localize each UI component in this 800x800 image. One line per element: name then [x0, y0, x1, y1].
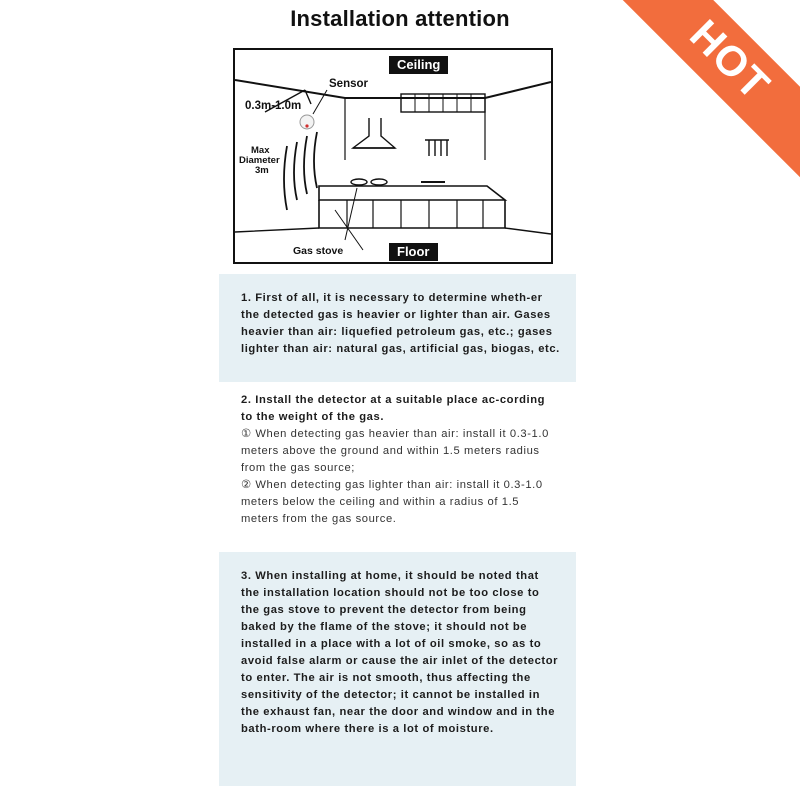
floor-label: Floor	[389, 243, 438, 261]
page-title: Installation attention	[290, 6, 510, 31]
instruction-section-1	[219, 274, 576, 382]
distance-label: 0.3m-1.0m	[245, 100, 302, 112]
instruction-section-3	[219, 552, 576, 786]
instruction-2-heading: 2. Install the detector at a suitable place ac-cording to the weight of the gas.	[241, 394, 546, 423]
instruction-section-2	[219, 382, 576, 552]
instruction-2-item-1: ① When detecting gas heavier than air: install it 0.3-1.0 meters above the ground and within 1.5 meters radius from the gas source;	[241, 428, 549, 474]
installation-diagram	[233, 48, 553, 264]
ceiling-label: Ceiling	[389, 56, 448, 74]
diameter-label: Diameter	[239, 155, 280, 166]
max-label: Max	[251, 145, 270, 156]
sensor-label: Sensor	[329, 78, 368, 90]
instruction-2-item-2: ② When detecting gas lighter than air: install it 0.3-1.0 meters below the ceiling and within a radius of 1.5 meters from the gas source.	[241, 479, 543, 525]
kitchen-illustration	[235, 50, 551, 262]
instruction-1-text: 1. First of all, it is necessary to determine wheth-er the detected gas is heavier or lighter than air. Gases heavier than air: liquefied petroleum gas, etc.; gases lighter than air: natural gas, artificial gas, biogas, etc.	[241, 292, 560, 355]
radius-label: 3m	[255, 165, 269, 176]
gas-stove-label: Gas stove	[293, 245, 344, 257]
instruction-3-text: 3. When installing at home, it should be noted that the installation location should not be too close to the gas stove to prevent the detector from being baked by the flame of the stove; it should not be installed in a place with a lot of oil smoke, so as to avoid false alarm or cause the air inlet of the detector to enter. The air is not smooth, thus affecting the sensitivity of the detector; it cannot be installed in the exhaust fan, near the door and window and in the bath-room where there is a lot of moisture.	[241, 570, 559, 735]
hot-badge-text: HOT	[681, 10, 780, 109]
